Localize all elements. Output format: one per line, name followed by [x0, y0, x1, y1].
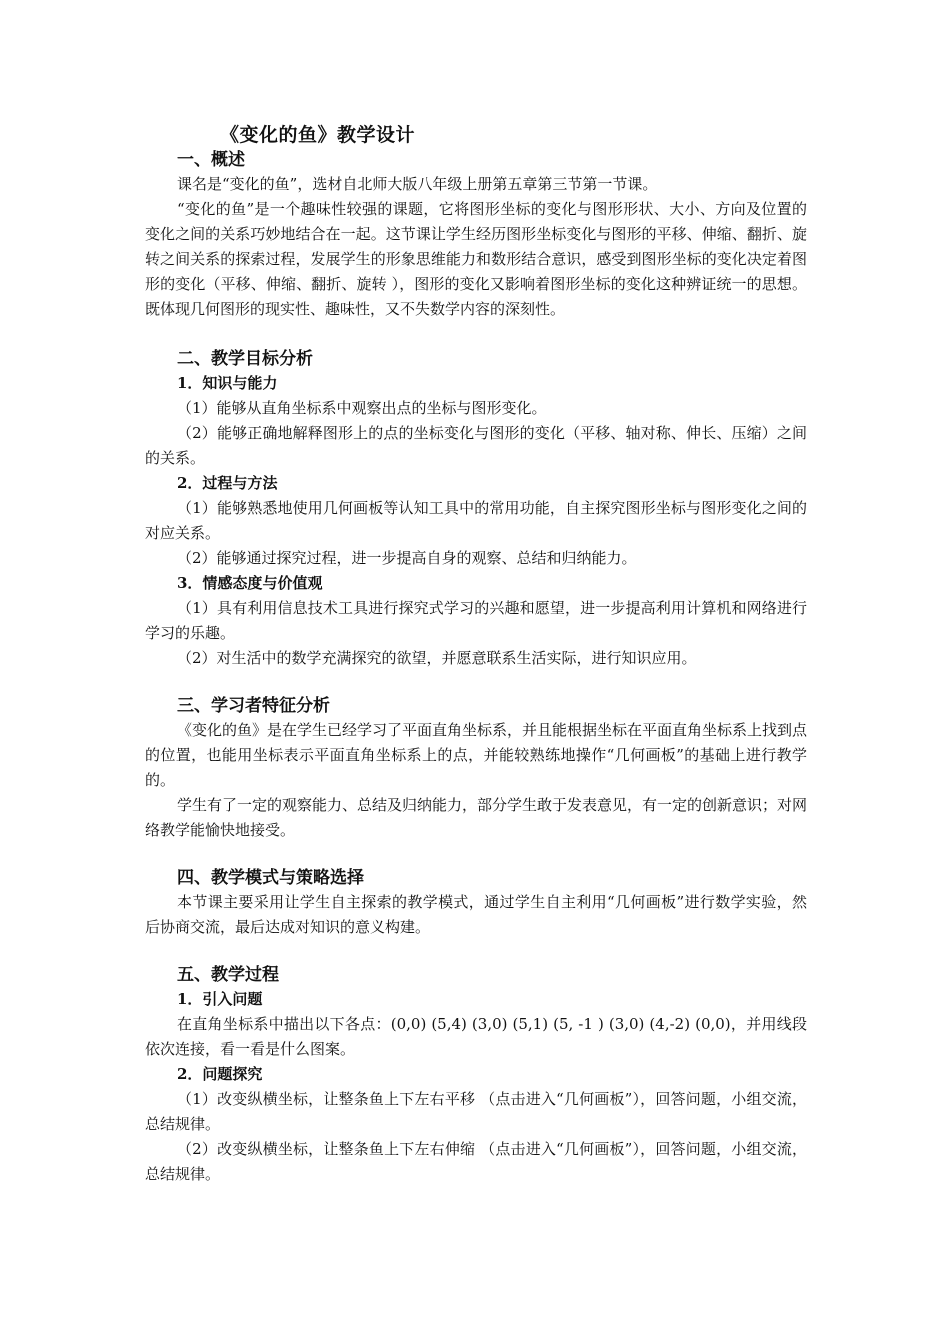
- paragraph: 课名是“变化的鱼”，选材自北师大版八年级上册第五章第三节第一节课。: [177, 175, 658, 193]
- paragraph: （1）改变纵横坐标，让整条鱼上下左右平移 （点击进入“几何画板”），回答问题，小组交流，总结规律。: [145, 1090, 807, 1133]
- subheading-intro: 1．引入问题: [177, 990, 263, 1008]
- section-heading-mode: 四、教学模式与策略选择: [177, 868, 364, 888]
- paragraph: （1）具有利用信息技术工具进行探究式学习的兴趣和愿望，进一步提高利用计算机和网络进行学习的乐趣。: [145, 599, 807, 642]
- subheading-emotion: 3．情感态度与价值观: [177, 574, 323, 592]
- paragraph: 学生有了一定的观察能力、总结及归纳能力，部分学生敢于发表意见，有一定的创新意识；对网络教学能愉快地接受。: [145, 796, 808, 839]
- paragraph: （2）能够正确地解释图形上的点的坐标变化与图形的变化（平移、轴对称、伸长、压缩）之间的关系。: [145, 424, 807, 467]
- subheading-knowledge: 1．知识与能力: [177, 374, 278, 392]
- paragraph: （1）能够熟悉地使用几何画板等认知工具中的常用功能，自主探究图形坐标与图形变化之间的对应关系。: [145, 499, 807, 542]
- paragraph: （2）能够通过探究过程，进一步提高自身的观察、总结和归纳能力。: [177, 549, 637, 567]
- paragraph: 在直角坐标系中描出以下各点：(0,0) (5,4) (3,0) (5,1) (5, -1 ) (3,0) (4,-2) (0,0)，并用线段依次连接，看一看是什么图案。: [145, 1015, 807, 1058]
- paragraph: （2）对生活中的数学充满探究的欲望，并愿意联系生活实际，进行知识应用。: [177, 649, 697, 667]
- section-heading-overview: 一、概述: [177, 150, 245, 170]
- section-heading-learners: 三、学习者特征分析: [177, 696, 330, 716]
- document-title: 《变化的鱼》教学设计: [220, 124, 416, 146]
- paragraph: 本节课主要采用让学生自主探索的教学模式，通过学生自主利用“几何画板”进行数学实验，然后协商交流，最后达成对知识的意义构建。: [145, 893, 807, 936]
- paragraph: “变化的鱼”是一个趣味性较强的课题，它将图形坐标的变化与图形形状、大小、方向及位置的变化之间的关系巧妙地结合在一起。这节课让学生经历图形坐标变化与图形的平移、伸缩、翻折、旋转之间关系的探索过程，发展学生的形象思维能力和数形结合意识，感受到图形坐标的变化决定着图形的变化（平移、伸缩、翻折、旋转 ），图形的变化又影响着图形坐标的变化这种辨证统一的思想。既体现几何图形的现实性、趣味性，又不失数学内容的深刻性。: [145, 200, 807, 318]
- paragraph: （2）改变纵横坐标，让整条鱼上下左右伸缩 （点击进入“几何画板”），回答问题，小组交流，总结规律。: [145, 1140, 807, 1183]
- paragraph: （1）能够从直角坐标系中观察出点的坐标与图形变化。: [177, 399, 547, 417]
- subheading-explore: 2．问题探究: [177, 1065, 263, 1083]
- paragraph: 《变化的鱼》是在学生已经学习了平面直角坐标系，并且能根据坐标在平面直角坐标系上找到点的位置，也能用坐标表示平面直角坐标系上的点，并能较熟练地操作“几何画板”的基础上进行教学的。: [145, 721, 808, 789]
- subheading-method: 2．过程与方法: [177, 474, 278, 492]
- document-body: [145, 122, 807, 1187]
- section-heading-goals: 二、教学目标分析: [177, 349, 313, 369]
- section-heading-process: 五、教学过程: [177, 965, 279, 985]
